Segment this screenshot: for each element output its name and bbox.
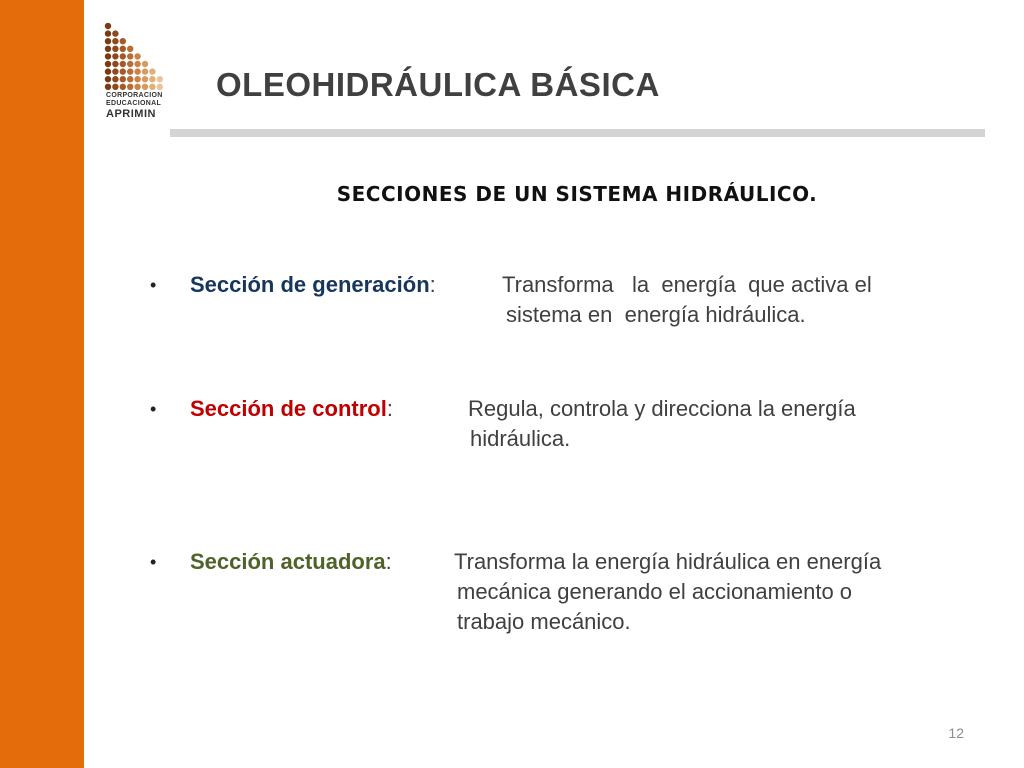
- logo-dot: [112, 53, 118, 59]
- logo-text-brand: APRIMIN: [106, 108, 156, 120]
- logo-dot: [142, 76, 148, 82]
- logo-dot: [127, 76, 133, 82]
- logo-dot: [127, 68, 133, 74]
- logo-dot: [105, 76, 111, 82]
- logo-dot: [149, 84, 155, 90]
- section-subtitle: SECCIONES DE UN SISTEMA HIDRÁULICO.: [336, 182, 818, 206]
- logo-text-line2: EDUCACIONAL: [106, 100, 162, 107]
- bullet-dot-icon: •: [150, 399, 157, 419]
- logo-dot: [127, 53, 133, 59]
- bullet-separator: :: [385, 549, 392, 574]
- logo-dot: [127, 46, 133, 52]
- logo-dot: [134, 61, 140, 67]
- logo-dot: [105, 61, 111, 67]
- logo-dot: [112, 76, 118, 82]
- logo-dot: [112, 30, 118, 36]
- bullet-separator: :: [429, 272, 436, 297]
- slide-title: OLEOHIDRÁULICA BÁSICA: [216, 66, 660, 103]
- logo-dot-triangle-icon: [104, 22, 174, 92]
- logo-dot: [105, 53, 111, 59]
- bullet-term-generation: Sección de generación: [190, 272, 430, 297]
- logo-dot: [134, 68, 140, 74]
- logo-dot: [134, 84, 140, 90]
- aprimin-logo: [104, 22, 184, 122]
- logo-dot: [120, 46, 126, 52]
- title-divider: [170, 129, 985, 137]
- logo-dot: [105, 84, 111, 90]
- bullet-desc-generation-line1: Transforma la energía que activa el: [502, 272, 872, 297]
- logo-dot: [134, 53, 140, 59]
- logo-dot: [120, 84, 126, 90]
- bullet-desc-control-line2: hidráulica.: [470, 426, 571, 451]
- page-number: 12: [948, 725, 964, 741]
- logo-dot: [142, 61, 148, 67]
- bullet-desc-control-line1: Regula, controla y direcciona la energía: [468, 396, 856, 421]
- bullet-term-actuator: Sección actuadora: [190, 549, 386, 574]
- bullet-desc-generation-line2: sistema en energía hidráulica.: [506, 302, 806, 327]
- bullet-desc-actuator-line3: trabajo mecánico.: [457, 609, 631, 634]
- logo-text-line1: CORPORACION: [106, 92, 163, 99]
- bullet-term-control: Sección de control: [190, 396, 387, 421]
- logo-dot: [120, 68, 126, 74]
- logo-dot: [120, 61, 126, 67]
- logo-dot: [112, 38, 118, 44]
- bullet-separator: :: [386, 396, 393, 421]
- logo-dot: [105, 38, 111, 44]
- logo-dot: [142, 68, 148, 74]
- logo-dot: [120, 76, 126, 82]
- logo-dot: [149, 68, 155, 74]
- logo-dot: [127, 61, 133, 67]
- logo-dot: [112, 68, 118, 74]
- logo-dot: [105, 23, 111, 29]
- logo-dot: [127, 84, 133, 90]
- bullet-desc-actuator-line2: mecánica generando el accionamiento o: [457, 579, 853, 604]
- accent-side-bar: [0, 0, 84, 768]
- logo-dot: [134, 76, 140, 82]
- logo-dot: [120, 38, 126, 44]
- logo-dot: [105, 68, 111, 74]
- logo-dot: [112, 61, 118, 67]
- logo-dot: [112, 84, 118, 90]
- logo-dot: [149, 76, 155, 82]
- bullet-dot-icon: •: [150, 275, 157, 295]
- logo-dot: [120, 53, 126, 59]
- logo-dot: [105, 30, 111, 36]
- bullet-dot-icon: •: [150, 552, 157, 572]
- logo-dot: [105, 46, 111, 52]
- logo-dot: [157, 76, 163, 82]
- logo-dot: [142, 84, 148, 90]
- logo-dot: [157, 84, 163, 90]
- logo-dot: [112, 46, 118, 52]
- bullet-desc-actuator-line1: Transforma la energía hidráulica en energía: [454, 549, 882, 574]
